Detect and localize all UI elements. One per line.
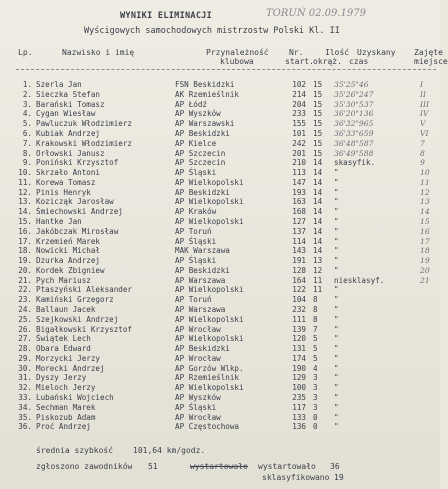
document-subtitle: Wyścigowych samochodowych mistrzostw Polski Kl. II	[84, 26, 340, 36]
row-time: "	[334, 216, 339, 226]
row-club: AP Wielkopolski	[175, 216, 244, 226]
row-name: Jakóbczak Mirosław	[36, 226, 119, 236]
table-row	[0, 364, 440, 374]
row-club: AP Wrocław	[175, 324, 221, 334]
row-lp: 8.	[22, 148, 32, 158]
row-start-number: 113	[292, 168, 306, 177]
table-row	[0, 422, 440, 432]
row-time: 35'25"46	[334, 80, 369, 89]
table-row	[0, 139, 440, 149]
row-start-number: 131	[292, 344, 306, 354]
row-start-number: 210	[292, 158, 306, 168]
row-time: 35'30"537	[334, 99, 374, 109]
row-time: "	[334, 285, 339, 295]
row-place: 10	[420, 168, 430, 177]
row-time: "	[334, 334, 339, 344]
row-name: Krzemień Marek	[36, 236, 101, 246]
row-time: "	[334, 265, 339, 275]
row-club: AP Wrocław	[175, 412, 221, 422]
row-lp: 20.	[18, 265, 32, 275]
row-laps: 15	[313, 89, 323, 99]
row-name: Pawluczuk Włodzimierz	[36, 119, 133, 129]
location-date-stamp: TORUŃ 02.09.1979	[266, 8, 367, 19]
table-row	[0, 197, 440, 207]
row-start-number: 155	[292, 119, 306, 129]
row-start-number: 114	[292, 236, 306, 246]
row-place: 16	[420, 226, 430, 236]
row-name: Mieloch Jerzy	[36, 383, 96, 393]
row-name: Śmiechowski Andrzej	[36, 207, 123, 217]
row-time: "	[334, 412, 339, 422]
row-club: AP Wielkopolski	[175, 314, 244, 324]
row-time: "	[334, 324, 339, 334]
row-name: Proć Andrzej	[36, 422, 91, 432]
row-place: 20	[420, 265, 430, 275]
row-club: FSN Beskidzki	[175, 80, 235, 89]
row-laps: 3	[313, 393, 318, 402]
row-lp: 23.	[18, 295, 32, 305]
row-club: AP Toruń	[175, 226, 212, 236]
row-time: "	[334, 295, 339, 305]
row-club: AP Kielce	[175, 138, 217, 148]
table-row	[0, 168, 440, 178]
row-laps: 15	[313, 128, 323, 138]
row-place: 21	[420, 275, 430, 285]
row-start-number: 143	[292, 246, 306, 256]
row-club: MAK Warszawa	[175, 246, 230, 256]
row-name: Korewa Tomasz	[36, 177, 96, 187]
row-start-number: 214	[292, 89, 306, 99]
row-time: skasyfik.	[334, 158, 376, 168]
table-row	[0, 305, 440, 315]
row-name: Szerla Jan	[36, 80, 82, 89]
table-row	[0, 403, 440, 413]
row-place: II	[420, 89, 426, 99]
table-row	[0, 354, 440, 364]
col-header-time-line2: czas	[349, 57, 369, 66]
row-time: "	[334, 393, 339, 402]
row-start-number: 137	[292, 226, 306, 236]
row-time: 36'49"588	[334, 148, 374, 158]
row-lp: 3.	[22, 99, 32, 109]
row-start-number: 100	[292, 383, 306, 393]
row-time: "	[334, 314, 339, 324]
struck-out-text: wystartowało	[190, 462, 248, 471]
row-laps: 11	[313, 275, 323, 285]
row-laps: 8	[313, 314, 318, 324]
row-name: Nowicki Michał	[36, 246, 101, 256]
row-start-number: 117	[292, 402, 306, 412]
row-time: 36'33"659	[334, 128, 374, 138]
row-time: "	[334, 187, 339, 197]
row-laps: 0	[313, 422, 318, 432]
row-place: 8	[420, 148, 425, 158]
row-start-number: 204	[292, 99, 306, 109]
entered-value: 51	[148, 462, 158, 471]
row-club: AP Szczecin	[175, 148, 226, 158]
row-time: "	[334, 353, 339, 363]
started-value: 36	[330, 462, 340, 471]
row-name: Sieczka Stefan	[36, 89, 101, 99]
row-laps: 14	[313, 207, 323, 217]
row-time: "	[334, 246, 339, 256]
row-lp: 36.	[18, 422, 32, 432]
row-club: AP Śląski	[175, 236, 217, 246]
row-name: Bigałkowski Krzysztof	[36, 324, 133, 334]
row-lp: 7.	[22, 138, 32, 148]
row-laps: 14	[313, 216, 323, 226]
table-row	[0, 373, 440, 383]
row-name: Pinis Henryk	[36, 187, 91, 197]
row-club: AP Beskidzki	[175, 187, 230, 197]
row-place: IV	[420, 109, 429, 119]
row-club: AP Wielkopolski	[175, 177, 244, 187]
row-club: AP Śląski	[175, 168, 217, 177]
row-start-number: 164	[292, 275, 306, 285]
row-lp: 6.	[22, 128, 32, 138]
table-row	[0, 188, 440, 198]
avg-speed-label: średnia szybkość	[36, 446, 114, 455]
row-time: "	[334, 304, 339, 314]
table-row	[0, 129, 440, 139]
row-start-number: 129	[292, 373, 306, 383]
row-lp: 4.	[22, 109, 32, 119]
row-name: Orłowski Janusz	[36, 148, 105, 158]
row-lp: 27.	[18, 334, 32, 344]
col-header-laps-line2: okrąż.	[313, 57, 342, 66]
row-lp: 21.	[18, 275, 32, 285]
row-club: AP Rzemieślnik	[175, 373, 240, 383]
row-lp: 16.	[18, 226, 32, 236]
row-laps: 14	[313, 197, 323, 207]
classified-value: 19	[334, 473, 344, 482]
classified-label: sklasyfikowano	[262, 473, 330, 482]
row-time: 35'26"247	[334, 89, 374, 99]
table-row	[0, 325, 440, 335]
row-start-number: 128	[292, 265, 306, 275]
row-lp: 19.	[18, 256, 32, 265]
row-club: AP Wyszków	[175, 393, 221, 402]
row-club: AP Warszawa	[175, 304, 226, 314]
row-start-number: 174	[292, 353, 306, 363]
row-name: Krakowski Włodzimierz	[36, 138, 133, 148]
row-laps: 15	[313, 148, 323, 158]
row-place: 18	[420, 246, 430, 256]
row-start-number: 139	[292, 324, 306, 334]
table-row	[0, 80, 440, 90]
row-place: 9	[420, 158, 425, 168]
entered-label: zgłoszono zawodników	[36, 462, 133, 471]
row-laps: 3	[313, 383, 318, 393]
avg-speed-value: 101,64 km/godz.	[133, 446, 206, 455]
row-laps: 0	[313, 412, 318, 422]
document-title: WYNIKI ELIMINACJI	[120, 11, 213, 21]
row-lp: 14.	[18, 207, 32, 217]
row-name: Skrzało Antoni	[36, 168, 101, 177]
row-club: AP Częstochowa	[175, 422, 240, 432]
table-row	[0, 344, 440, 354]
row-lp: 10.	[18, 168, 32, 177]
row-name: Obara Edward	[36, 344, 91, 354]
row-start-number: 193	[292, 187, 306, 197]
col-header-start-line1: Nr.	[289, 48, 304, 57]
table-row	[0, 295, 440, 305]
table-row	[0, 315, 440, 325]
row-club: AP Śląski	[175, 256, 217, 265]
row-start-number: 235	[292, 393, 306, 402]
row-club: AP Wielkopolski	[175, 334, 244, 344]
row-lp: 18.	[18, 246, 32, 256]
row-place: V	[420, 119, 426, 129]
row-club: AP Wielkopolski	[175, 285, 244, 295]
row-club: AP Wielkopolski	[175, 197, 244, 207]
row-start-number: 133	[292, 412, 306, 422]
row-place: 19	[420, 256, 430, 265]
row-time: 36'48"587	[334, 138, 374, 148]
row-start-number: 101	[292, 128, 306, 138]
row-lp: 15.	[18, 216, 32, 226]
row-place: 13	[420, 197, 430, 207]
table-row	[0, 413, 440, 423]
row-time: "	[334, 373, 339, 383]
row-lp: 22.	[18, 285, 32, 295]
row-lp: 32.	[18, 383, 32, 393]
row-club: AP Toruń	[175, 295, 212, 305]
row-lp: 25.	[18, 314, 32, 324]
row-place: 15	[420, 216, 430, 226]
row-start-number: 190	[292, 363, 306, 373]
row-start-number: 147	[292, 177, 306, 187]
row-laps: 12	[313, 265, 323, 275]
table-row	[0, 393, 440, 403]
row-time: 36'32"965	[334, 119, 374, 129]
row-place: 14	[420, 207, 430, 217]
row-time: "	[334, 402, 339, 412]
row-name: Szejkowski Andrzej	[36, 314, 119, 324]
row-name: Dyszy Jerzy	[36, 373, 87, 383]
row-lp: 31.	[18, 373, 32, 383]
col-header-laps-line1: Ilość	[325, 48, 350, 57]
col-header-start-line2: start.	[285, 57, 314, 66]
col-header-place-line2: miejsce	[414, 57, 448, 66]
row-laps: 14	[313, 236, 323, 246]
row-name: Dzurka Andrzej	[36, 256, 101, 265]
row-laps: 13	[313, 256, 323, 265]
table-row	[0, 227, 440, 237]
table-row	[0, 207, 440, 217]
row-lp: 28.	[18, 344, 32, 354]
row-place: I	[420, 80, 423, 89]
row-name: Ballaun Jacek	[36, 304, 96, 314]
row-name: Lubański Wojciech	[36, 393, 114, 402]
row-laps: 8	[313, 304, 318, 314]
row-laps: 3	[313, 373, 318, 383]
row-club: AP Warszawski	[175, 119, 235, 129]
row-start-number: 111	[292, 314, 306, 324]
table-row	[0, 246, 440, 256]
row-club: AP Warszawa	[175, 275, 226, 285]
table-row	[0, 256, 440, 266]
row-laps: 14	[313, 246, 323, 256]
row-club: AP Szczecin	[175, 158, 226, 168]
row-laps: 14	[313, 158, 323, 168]
row-laps: 15	[313, 99, 323, 109]
row-lp: 9.	[22, 158, 32, 168]
row-laps: 15	[313, 80, 323, 89]
row-start-number: 136	[292, 422, 306, 432]
row-club: AP Beskidzki	[175, 265, 230, 275]
row-start-number: 127	[292, 216, 306, 226]
table-row	[0, 109, 440, 119]
row-lp: 26.	[18, 324, 32, 334]
row-start-number: 191	[292, 256, 306, 265]
row-laps: 14	[313, 168, 323, 177]
row-time: "	[334, 256, 339, 265]
row-time: "	[334, 168, 339, 177]
row-time: "	[334, 344, 339, 354]
row-start-number: 232	[292, 304, 306, 314]
row-lp: 24.	[18, 304, 32, 314]
header-separator	[16, 69, 436, 70]
table-row	[0, 266, 440, 276]
row-start-number: 122	[292, 285, 306, 295]
col-header-place-line1: Zajęte	[414, 48, 443, 57]
row-place: 17	[420, 236, 430, 246]
row-name: Barański Tomasz	[36, 99, 105, 109]
row-start-number: 104	[292, 295, 306, 305]
row-place: VI	[420, 128, 429, 138]
row-club: AP Beskidzki	[175, 128, 230, 138]
row-name: Kordek Zbigniew	[36, 265, 105, 275]
row-name: Piskozub Adam	[36, 412, 96, 422]
row-club: AP Gorzów Wlkp.	[175, 363, 244, 373]
table-row	[0, 178, 440, 188]
row-name: Sechman Marek	[36, 402, 96, 412]
row-name: Kozicząk Jarosław	[36, 197, 114, 207]
row-laps: 5	[313, 334, 318, 344]
row-laps: 14	[313, 177, 323, 187]
row-club: AP Wielkopolski	[175, 383, 244, 393]
row-club: AP Wyszków	[175, 109, 221, 119]
row-time: "	[334, 363, 339, 373]
row-laps: 8	[313, 295, 318, 305]
row-place: III	[420, 99, 429, 109]
table-row	[0, 217, 440, 227]
started-label: wystartowało	[258, 462, 316, 471]
row-name: Pych Mariusz	[36, 275, 91, 285]
table-row	[0, 149, 440, 159]
row-laps: 15	[313, 109, 323, 119]
table-row	[0, 285, 440, 295]
row-name: Cygan Wiesław	[36, 109, 96, 119]
row-laps: 14	[313, 187, 323, 197]
row-place: 12	[420, 187, 430, 197]
row-laps: 11	[313, 285, 323, 295]
row-laps: 5	[313, 353, 318, 363]
table-row	[0, 334, 440, 344]
table-row	[0, 158, 440, 168]
table-row	[0, 383, 440, 393]
row-name: Morzycki Jerzy	[36, 353, 101, 363]
row-start-number: 163	[292, 197, 306, 207]
row-place: 7	[420, 138, 425, 148]
row-lp: 33.	[18, 393, 32, 402]
row-name: Ptaszyński Aleksander	[36, 285, 133, 295]
row-club: AP Beskidzki	[175, 344, 230, 354]
row-lp: 2.	[22, 89, 32, 99]
row-name: Kamiński Grzegorz	[36, 295, 114, 305]
row-start-number: 168	[292, 207, 306, 217]
row-time: "	[334, 177, 339, 187]
row-laps: 5	[313, 344, 318, 354]
row-club: AP Śląski	[175, 402, 217, 412]
row-start-number: 242	[292, 138, 306, 148]
col-header-club-line2: klubowa	[220, 57, 254, 66]
table-row	[0, 119, 440, 129]
col-header-time-line1: Uzyskany	[357, 48, 396, 57]
row-lp: 13.	[18, 197, 32, 207]
row-lp: 34.	[18, 402, 32, 412]
row-laps: 15	[313, 119, 323, 129]
row-club: AK Rzemieślnik	[175, 89, 240, 99]
row-laps: 7	[313, 324, 318, 334]
row-start-number: 120	[292, 334, 306, 344]
row-start-number: 102	[292, 80, 306, 89]
row-laps: 3	[313, 402, 318, 412]
row-start-number: 233	[292, 109, 306, 119]
row-lp: 5.	[22, 119, 32, 129]
row-laps: 14	[313, 226, 323, 236]
row-start-number: 201	[292, 148, 306, 158]
row-club: AP Kraków	[175, 207, 217, 217]
row-time: "	[334, 207, 339, 217]
row-club: AP Wrocław	[175, 353, 221, 363]
table-row	[0, 237, 440, 247]
row-time: "	[334, 422, 339, 432]
col-header-lp: Lp.	[18, 48, 33, 57]
row-time: niesklasyf.	[334, 275, 385, 285]
row-club: AP Łódź	[175, 99, 208, 109]
row-name: Poniński Krzysztof	[36, 158, 119, 168]
row-laps: 4	[313, 363, 318, 373]
row-lp: 11.	[18, 177, 32, 187]
row-time: "	[334, 383, 339, 393]
row-time: "	[334, 236, 339, 246]
row-name: Kubiak Andrzej	[36, 128, 101, 138]
row-time: 36'20"136	[334, 109, 374, 119]
row-time: "	[334, 197, 339, 207]
row-lp: 30.	[18, 363, 32, 373]
table-row	[0, 90, 440, 100]
row-laps: 15	[313, 138, 323, 148]
row-name: Hantke Jan	[36, 216, 82, 226]
row-lp: 35.	[18, 412, 32, 422]
col-header-club-line1: Przynależność	[206, 48, 269, 57]
row-name: Morecki Andrzej	[36, 363, 105, 373]
row-lp: 1.	[22, 80, 32, 89]
table-row	[0, 276, 440, 286]
row-lp: 17.	[18, 236, 32, 246]
row-place: 11	[420, 177, 430, 187]
row-lp: 29.	[18, 353, 32, 363]
row-name: Świątek Lech	[36, 334, 91, 344]
row-time: "	[334, 226, 339, 236]
row-lp: 12.	[18, 187, 32, 197]
table-row	[0, 100, 440, 110]
col-header-name: Nazwisko i imię	[62, 48, 135, 57]
